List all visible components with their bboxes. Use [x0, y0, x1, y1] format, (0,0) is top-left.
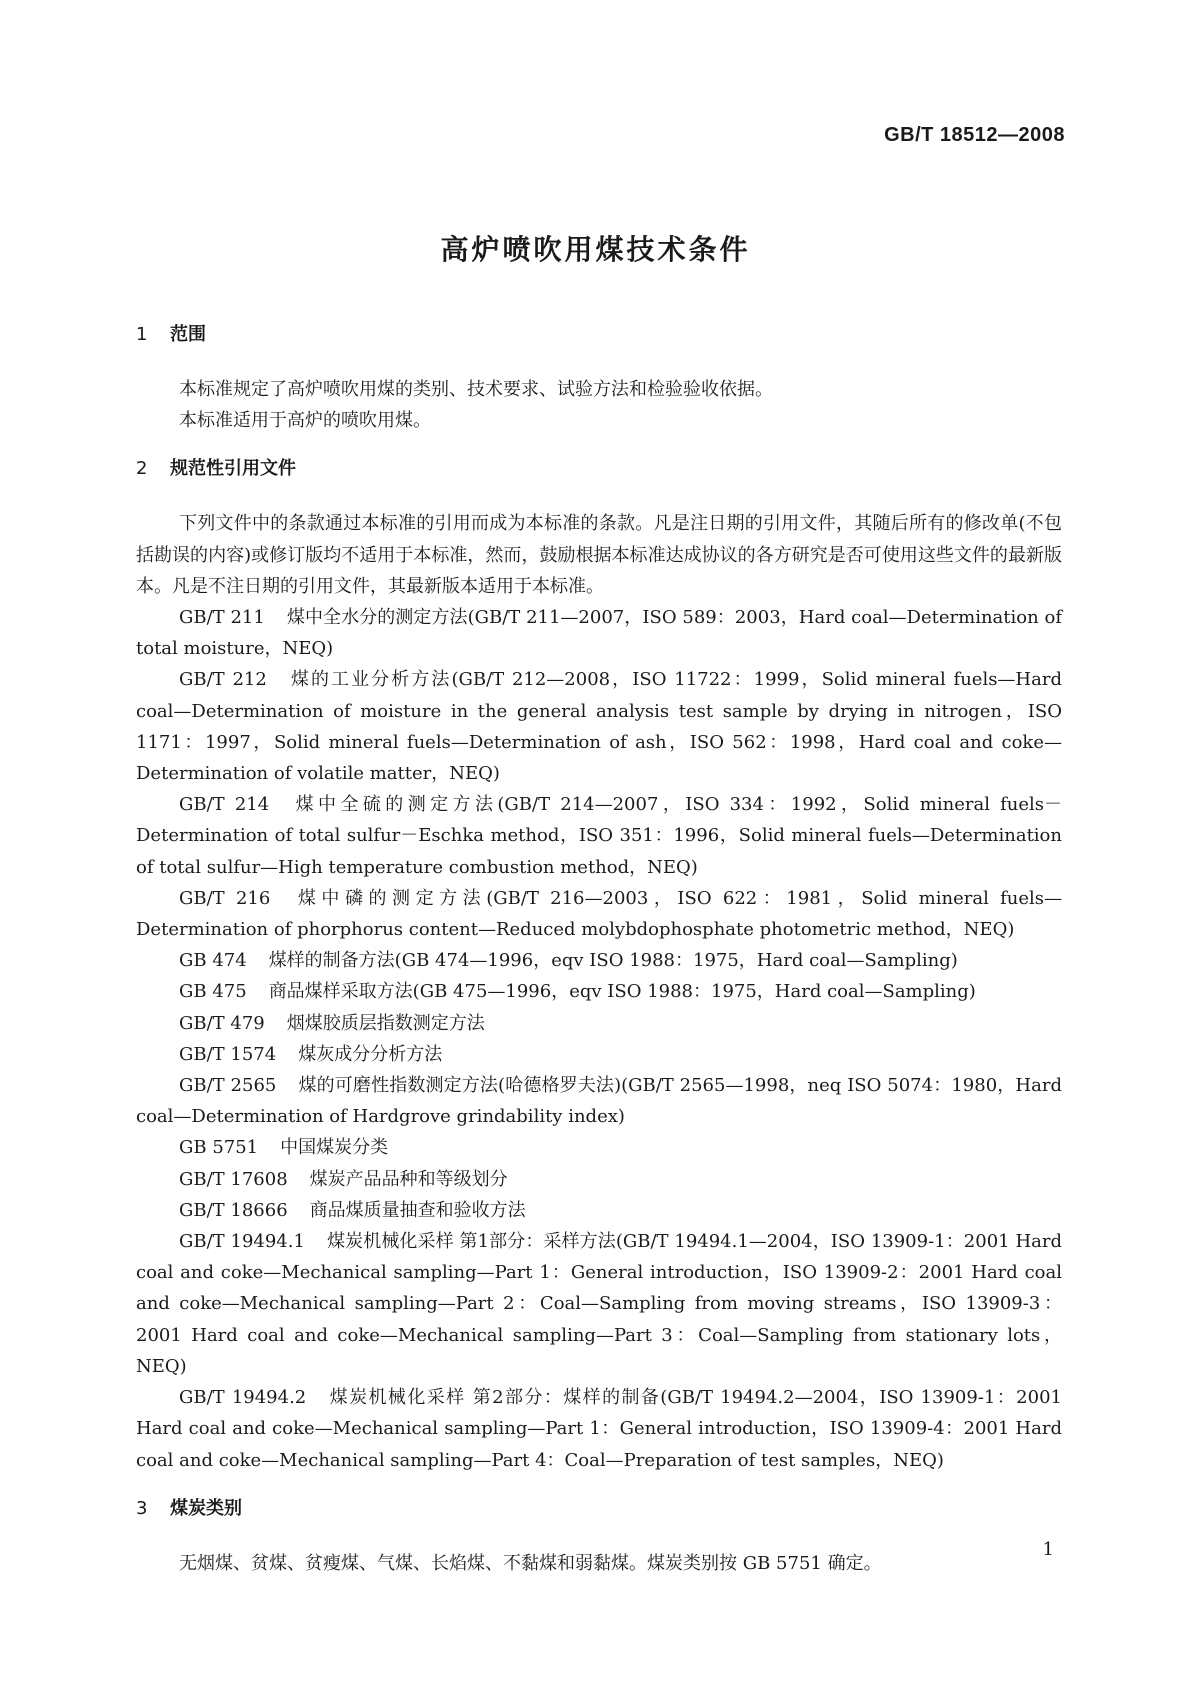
reference-text: 商品煤样采取方法(GB 475—1996，eqv ISO 1988：1975，Hard coal—Sampling): [268, 981, 976, 1003]
reference-code: GB/T 17608: [179, 1168, 288, 1190]
reference-text: 煤炭机械化采样 第1部分：采样方法(GB/T 19494.1—2004，ISO 13909-1：2001 Hard coal and coke—Mechanical sampling—Part 1：General introduction，ISO 13909-2：2001 Hard coal and coke—Mechanical sampling—Part 2：Coal—Sampling from moving streams，ISO 13909-3：2001 Hard coal and coke—Mechanical sampling—Part 3：Coal—Sampling from stationary lots，NEQ): [136, 1231, 1062, 1377]
reference-text: 商品煤质量抽查和验收方法: [309, 1199, 526, 1221]
section-2-heading: [136, 456, 1062, 482]
reference-code: GB/T 479: [179, 1012, 265, 1034]
reference-code: GB 5751: [179, 1137, 259, 1159]
paragraph: 无烟煤、贫煤、贫瘦煤、气煤、长焰煤、不黏煤和弱黏煤。煤炭类别按 GB 5751 确定。: [179, 1552, 882, 1574]
reference-item: [136, 664, 1062, 789]
page-number: 1: [1042, 1539, 1054, 1560]
reference-text: 煤的可磨性指数测定方法(哈德格罗夫法)(GB/T 2565—1998，neq ISO 5074：1980，Hard coal—Determination of Hardgrove grindability index): [136, 1075, 1062, 1128]
reference-text: 烟煤胶质层指数测定方法: [286, 1012, 485, 1034]
reference-item: [136, 1039, 1062, 1070]
document-title: 高炉喷吹用煤技术条件: [440, 233, 751, 266]
section-number: 1: [136, 324, 148, 345]
paragraph: 本标准规定了高炉喷吹用煤的类别、技术要求、试验方法和检验验收依据。: [179, 379, 773, 400]
reference-text: 煤样的制备方法(GB 474—1996，eqv ISO 1988：1975，Hard coal—Sampling): [268, 950, 958, 972]
reference-code: GB 474: [179, 950, 247, 972]
reference-code: GB/T 214: [179, 794, 270, 816]
reference-item: [136, 789, 1062, 883]
section-number: 3: [136, 1497, 148, 1519]
reference-code: GB/T 2565: [179, 1075, 277, 1097]
section-3-heading: [136, 1496, 1062, 1522]
reference-text: 煤中全硫的测定方法(GB/T 214—2007，ISO 334：1992，Solid mineral fuels－Determination of total sulfur－Eschka method，ISO 351：1996，Solid mineral fuels—Determination of total sulfur—High temperature combustion method，NEQ): [136, 794, 1062, 878]
reference-item: [136, 1382, 1062, 1476]
intro-paragraph: 下列文件中的条款通过本标准的引用而成为本标准的条款。凡是注日期的引用文件，其随后所有的修改单(不包括勘误的内容)或修订版均不适用于本标准，然而，鼓励根据本标准达成协议的各方研究是否可使用这些文件的最新版本。凡是不注日期的引用文件，其最新版本适用于本标准。: [136, 513, 1062, 597]
reference-item: [136, 1226, 1062, 1382]
reference-text: 煤灰成分分析方法: [298, 1043, 443, 1065]
reference-item: [136, 945, 1062, 976]
section-title: 范围: [170, 324, 206, 345]
reference-text: 煤的工业分析方法(GB/T 212—2008，ISO 11722：1999，Solid mineral fuels—Hard coal—Determination of moisture in the general analysis test sample by drying in nitrogen，ISO 1171：1997，Solid mineral fuels—Determination of ash，ISO 562：1998，Hard coal and coke—Determination of volatile matter，NEQ): [136, 669, 1062, 785]
reference-code: GB/T 19494.1: [179, 1231, 305, 1253]
reference-item: [136, 883, 1062, 945]
reference-code: GB/T 211: [179, 607, 265, 629]
reference-text: 煤中磷的测定方法(GB/T 216—2003，ISO 622：1981，Solid mineral fuels—Determination of phorphorus content—Reduced molybdophosphate photometric method，NEQ): [136, 887, 1062, 941]
section-1-heading: [136, 322, 1062, 348]
reference-code: GB 475: [179, 981, 247, 1003]
reference-item: [136, 1008, 1062, 1039]
reference-code: GB/T 1574: [179, 1043, 277, 1065]
reference-item: [136, 1132, 1062, 1163]
paragraph: 本标准适用于高炉的喷吹用煤。: [179, 410, 431, 432]
reference-code: GB/T 19494.2: [179, 1387, 307, 1409]
section-number: 2: [136, 458, 148, 480]
reference-code: GB/T 18666: [179, 1199, 288, 1221]
section-title: 规范性引用文件: [170, 458, 296, 480]
reference-text: 中国煤炭分类: [280, 1137, 389, 1159]
reference-text: 煤炭机械化采样 第2部分：煤样的制备(GB/T 19494.2—2004，ISO 13909-1：2001 Hard coal and coke—Mechanical sampling—Part 1：General introduction，ISO 13909-4：2001 Hard coal and coke—Mechanical sampling—Part 4：Coal—Preparation of test samples，NEQ): [136, 1387, 1062, 1471]
reference-item: [136, 602, 1062, 664]
reference-item: [136, 976, 1062, 1007]
document-body: [136, 322, 1062, 1579]
reference-item: [136, 1070, 1062, 1132]
reference-item: [136, 1164, 1062, 1195]
reference-code: GB/T 216: [179, 887, 271, 909]
section-title: 煤炭类别: [170, 1497, 242, 1519]
reference-text: 煤炭产品品种和等级划分: [309, 1168, 508, 1190]
reference-text: 煤中全水分的测定方法(GB/T 211—2007，ISO 589：2003，Hard coal—Determination of total moisture，NEQ): [136, 607, 1062, 660]
reference-code: GB/T 212: [179, 669, 267, 691]
reference-item: [136, 1195, 1062, 1226]
standard-code: GB/T 18512—2008: [884, 124, 1065, 146]
